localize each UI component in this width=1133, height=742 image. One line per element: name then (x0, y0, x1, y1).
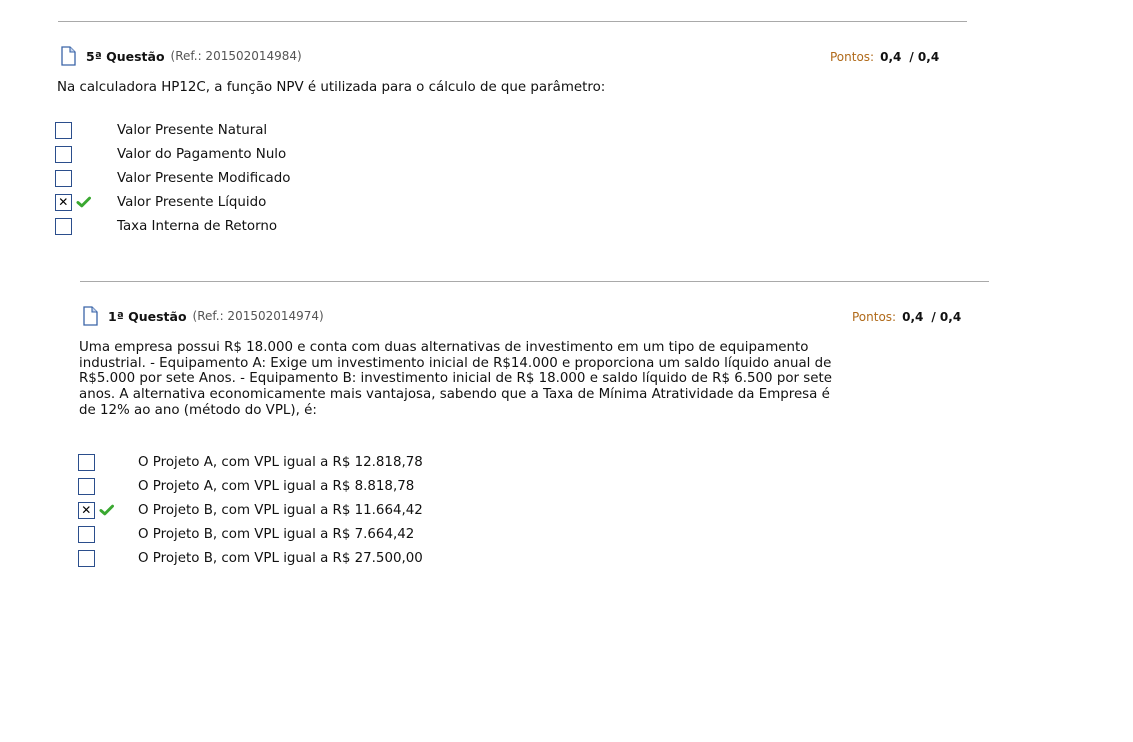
option-item[interactable] (55, 190, 290, 214)
option-label: O Projeto A, com VPL igual a R$ 12.818,78 (138, 454, 423, 470)
question-text: Na calculadora HP12C, a função NPV é utilizada para o cálculo de que parâmetro: (57, 80, 606, 95)
points-max: / 0,4 (931, 310, 962, 324)
question-points (852, 310, 961, 324)
option-checkbox-checked[interactable]: ✕ (55, 194, 72, 211)
option-checkbox[interactable] (78, 550, 95, 567)
checkmark-icon (76, 195, 91, 209)
points-max: / 0,4 (909, 50, 940, 64)
question-header (80, 306, 324, 326)
option-checkbox[interactable] (55, 170, 72, 187)
option-label: Valor Presente Natural (117, 122, 268, 138)
option-item[interactable] (78, 498, 423, 522)
option-label: O Projeto B, com VPL igual a R$ 7.664,42 (138, 526, 415, 542)
question-text (79, 340, 832, 419)
question-text-line: Uma empresa possui R$ 18.000 e conta com duas alternativas de investimento em um tipo de equipamento (79, 340, 809, 355)
option-checkbox[interactable] (55, 146, 72, 163)
question-points (830, 50, 939, 64)
option-checkbox[interactable] (78, 454, 95, 471)
points-label: Pontos: (852, 310, 897, 324)
option-checkbox-checked[interactable]: ✕ (78, 502, 95, 519)
document-icon (80, 306, 100, 326)
question-text-line: industrial. - Equipamento A: Exige um investimento inicial de R$14.000 e proporciona um saldo líquido anual de (79, 355, 832, 371)
option-item[interactable] (55, 214, 290, 238)
option-item[interactable] (78, 450, 423, 474)
question-title: 5ª Questão (86, 48, 165, 64)
points-value: 0,4 (902, 310, 924, 324)
option-item[interactable] (78, 522, 423, 546)
options-list (55, 118, 290, 238)
option-label: Valor Presente Líquido (117, 194, 267, 210)
option-label: Valor do Pagamento Nulo (117, 146, 287, 162)
document-icon (58, 46, 78, 66)
question-text-line: R$5.000 por sete Anos. - Equipamento B: investimento inicial de R$ 18.000 e saldo líquido de R$ 6.500 por sete (79, 371, 832, 387)
checkmark-icon (99, 503, 114, 517)
points-label: Pontos: (830, 50, 875, 64)
option-label: O Projeto A, com VPL igual a R$ 8.818,78 (138, 478, 415, 494)
divider-middle (80, 281, 989, 282)
option-label: O Projeto B, com VPL igual a R$ 27.500,00 (138, 550, 423, 566)
question-ref: (Ref.: 201502014974) (192, 309, 324, 323)
question-text-line: anos. A alternativa economicamente mais vantajosa, sabendo que a Taxa de Mínima Atratividade da Empresa é (79, 387, 830, 403)
question-title: 1ª Questão (108, 308, 187, 324)
option-label: Valor Presente Modificado (117, 170, 291, 186)
question-header (58, 46, 302, 66)
option-item[interactable] (78, 474, 423, 498)
divider-top (58, 21, 967, 22)
option-checkbox[interactable] (78, 526, 95, 543)
question-ref: (Ref.: 201502014984) (170, 49, 302, 63)
option-item[interactable] (78, 546, 423, 570)
option-item[interactable] (55, 166, 290, 190)
option-item[interactable] (55, 118, 290, 142)
options-list (78, 450, 423, 570)
option-item[interactable] (55, 142, 290, 166)
option-checkbox[interactable] (55, 218, 72, 235)
option-label: O Projeto B, com VPL igual a R$ 11.664,42 (138, 502, 423, 518)
option-checkbox[interactable] (78, 478, 95, 495)
points-value: 0,4 (880, 50, 902, 64)
question-text-line: de 12% ao ano (método do VPL), é: (79, 402, 317, 418)
option-checkbox[interactable] (55, 122, 72, 139)
option-label: Taxa Interna de Retorno (117, 218, 278, 234)
